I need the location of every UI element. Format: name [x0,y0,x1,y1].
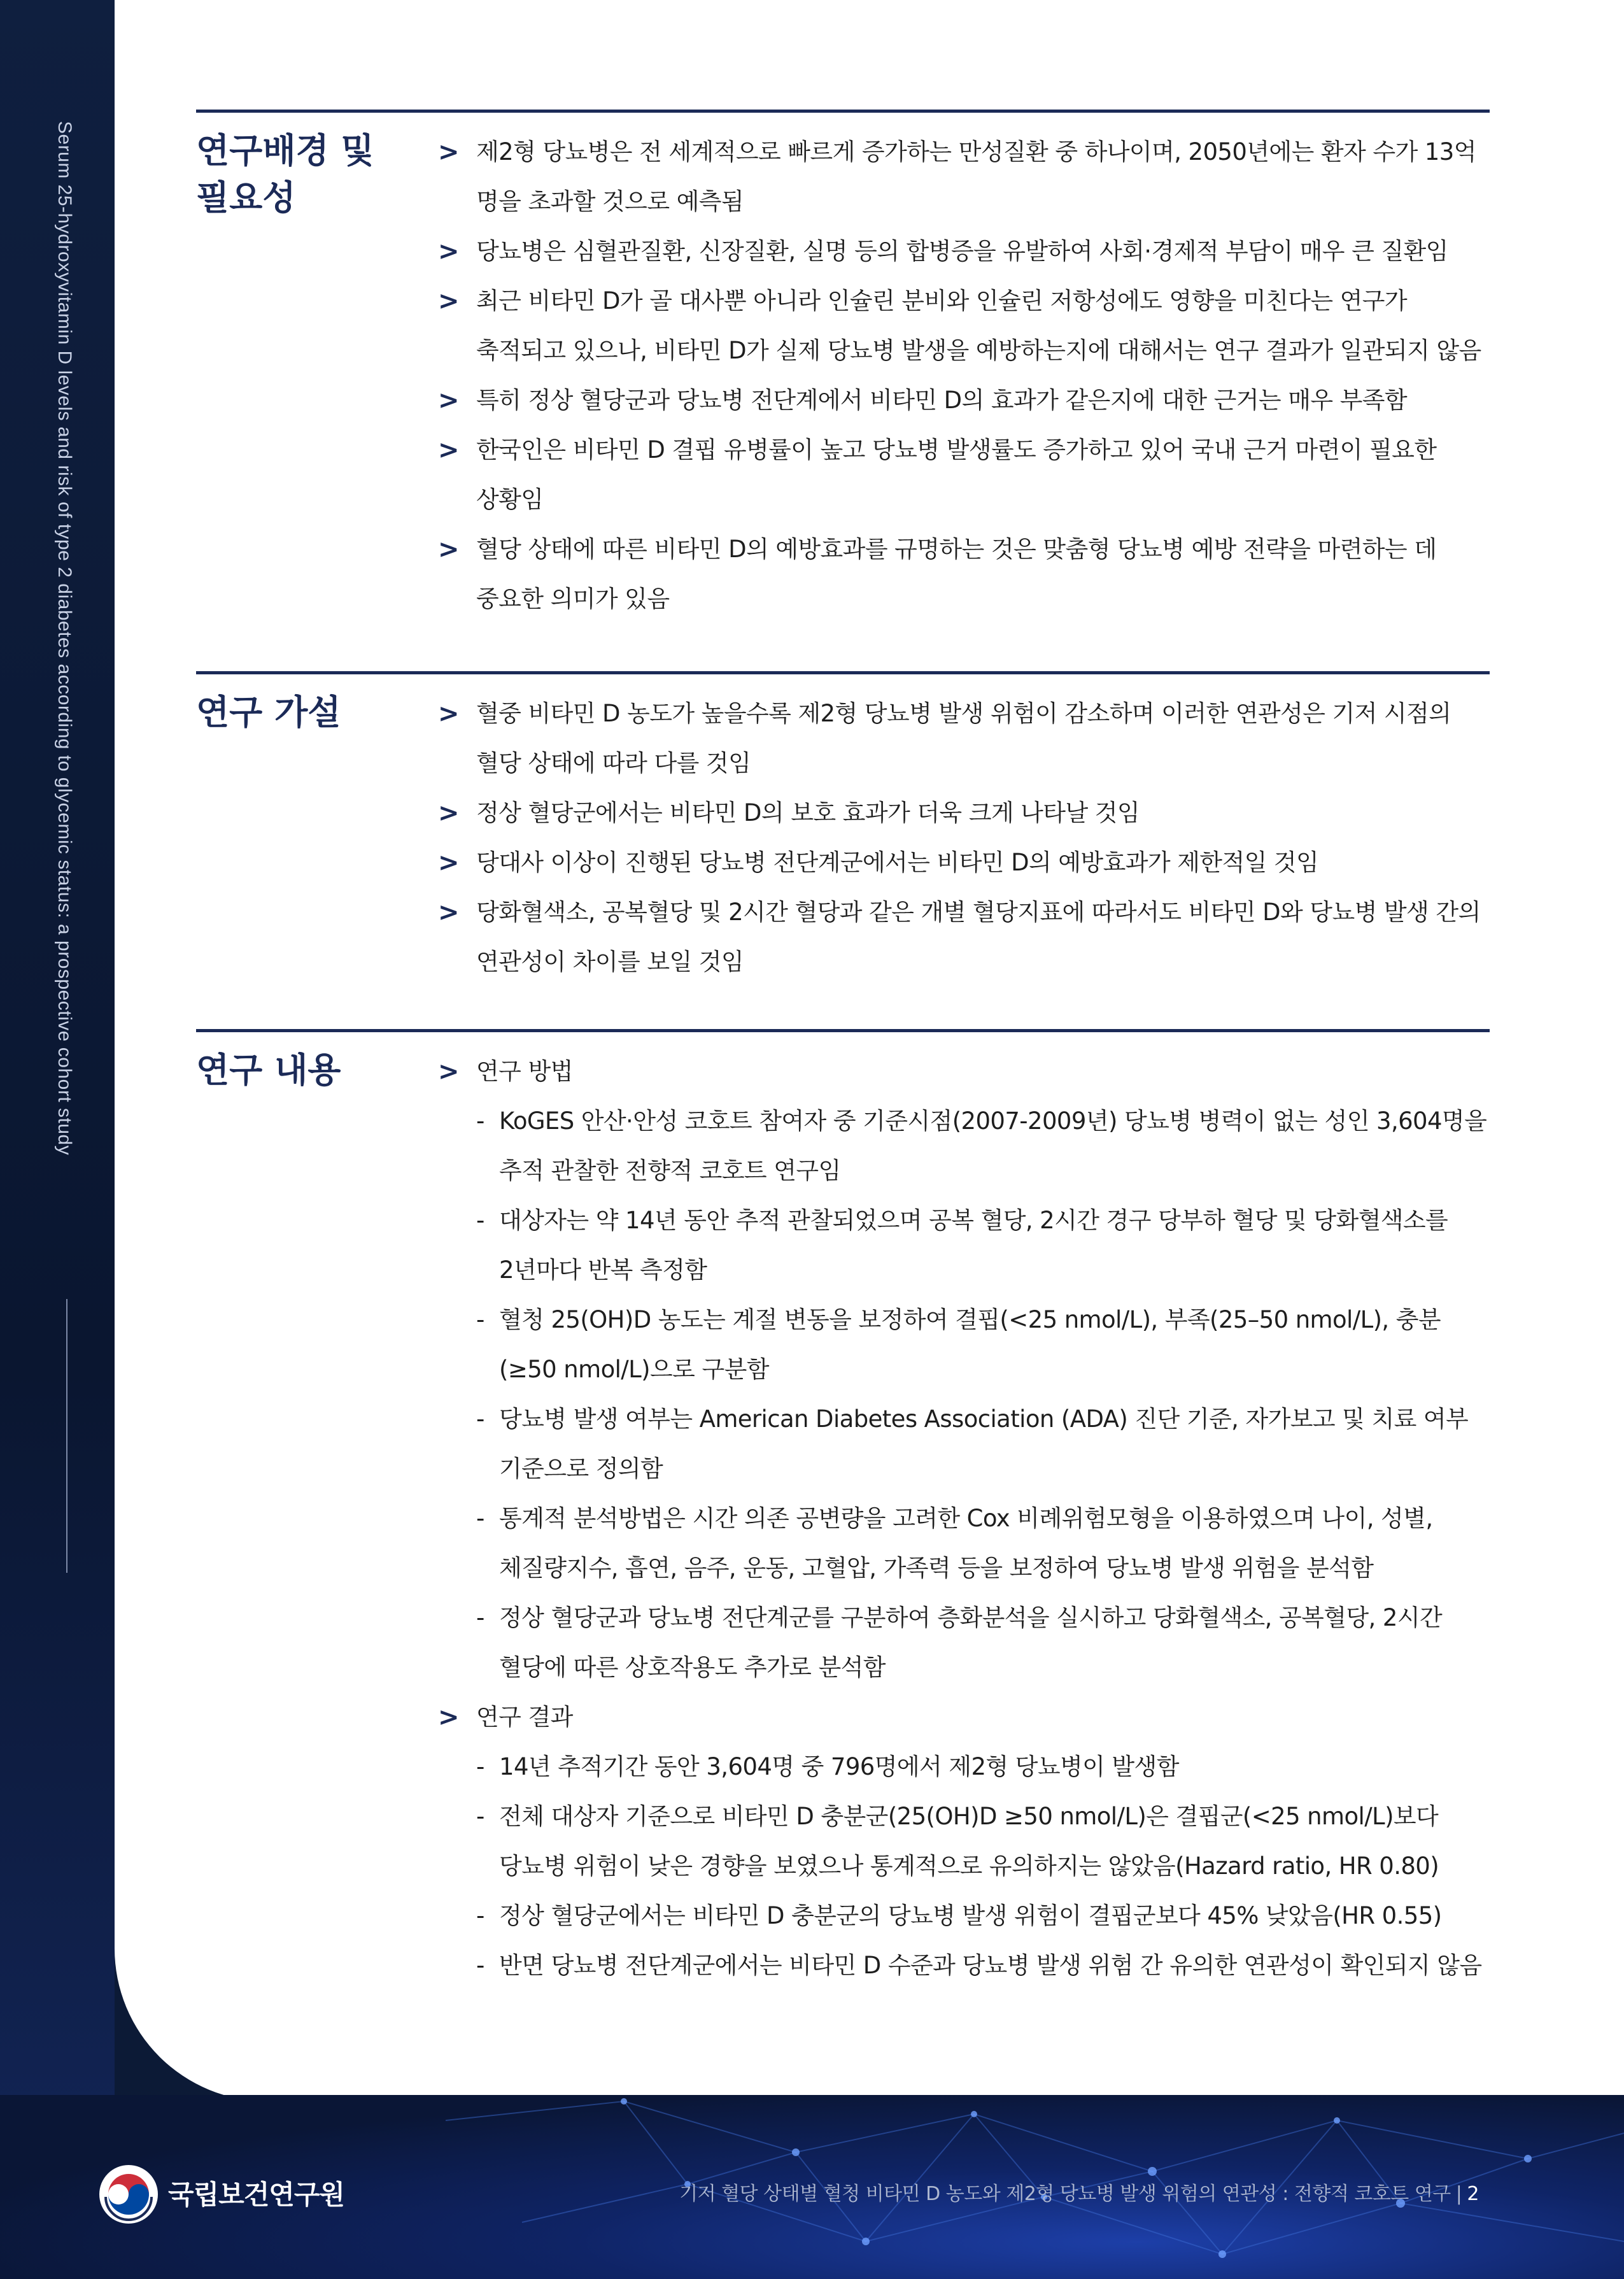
dash-icon: - [476,1107,484,1135]
chevron-right-icon: > [438,848,459,877]
sub-list-item [438,1395,1490,1494]
sub-list-item-text: 당뇨병 발생 여부는 American Diabetes Association (ADA) 진단 기준, 자가보고 및 치료 여부 기준으로 정의함 [499,1405,1469,1482]
sub-list-item-text: 통계적 분석방법은 시간 의존 공변량을 고려한 Cox 비례위험모형을 이용하였으며 나이, 성별, 체질량지수, 흡연, 음주, 운동, 고혈압, 가족력 등을 보정하여 당뇨병 발생 위험을 분석함 [499,1505,1433,1582]
dash-icon: - [476,1306,484,1333]
list-item [438,689,1490,788]
list-item-text: 혈중 비타민 D 농도가 높을수록 제2형 당뇨병 발생 위험이 감소하며 이러한 연관성은 기저 시점의 혈당 상태에 따라 다를 것임 [476,700,1451,777]
group-heading-text: 연구 결과 [476,1703,573,1731]
list-item-text: 당뇨병은 심혈관질환, 신장질환, 실명 등의 합병증을 유발하여 사회·경제적 부담이 매우 큰 질환임 [476,238,1448,265]
org-name: 국립보건연구원 [168,2179,345,2210]
sub-list-item [438,1891,1490,1941]
org-logo [99,2165,158,2224]
list-item-text: 당화혈색소, 공복혈당 및 2시간 혈당과 같은 개별 혈당지표에 따라서도 비타민 D와 당뇨병 발생 간의 연관성이 차이를 보일 것임 [476,898,1481,976]
sub-list-item-text: 반면 당뇨병 전단계군에서는 비타민 D 수준과 당뇨병 발생 위험 간 유의한 연관성이 확인되지 않음 [499,1952,1482,1979]
sub-list-item-text: 전체 대상자 기준으로 비타민 D 충분군(25(OH)D ≥50 nmol/L)은 결핍군(<25 nmol/L)보다 당뇨병 위험이 낮은 경향을 보였으나 통계적으로 유의하지는 않았음(Hazard ratio, HR 0.80) [499,1803,1439,1880]
dash-icon: - [476,1405,484,1433]
section-title-hypothesis [196,689,425,736]
list-item-text: 최근 비타민 D가 골 대사뿐 아니라 인슐린 분비와 인슐린 저항성에도 영향을 미친다는 연구가 축적되고 있으나, 비타민 D가 실제 당뇨병 발생을 예방하는지에 대해서는 연구 결과가 일관되지 않음 [476,287,1481,364]
list-item-text: 특히 정상 혈당군과 당뇨병 전단계에서 비타민 D의 효과가 같은지에 대한 근거는 매우 부족함 [476,387,1408,414]
content-items [438,1047,1490,1991]
group-heading-methods [438,1047,1490,1097]
chevron-right-icon: > [438,386,459,415]
hypothesis-items [438,689,1490,987]
sub-list-item-text: 대상자는 약 14년 동안 추적 관찰되었으며 공복 혈당, 2시간 경구 당부하 혈당 및 당화혈색소를 2년마다 반복 측정함 [499,1207,1448,1284]
list-item [438,525,1490,624]
list-item-text: 정상 혈당군에서는 비타민 D의 보호 효과가 더욱 크게 나타날 것임 [476,799,1140,827]
footer-caption [679,2178,1479,2206]
list-item-text: 한국인은 비타민 D 결핍 유병률이 높고 당뇨병 발생률도 증가하고 있어 국내 근거 마련이 필요한 상황임 [476,436,1437,513]
sidebar-divider [66,1299,67,1573]
section-rule-background [196,110,1490,113]
sub-list-item [438,1097,1490,1196]
dash-icon: - [476,1952,484,1979]
list-item-text: 혈당 상태에 따른 비타민 D의 예방효과를 규명하는 것은 맞춤형 당뇨병 예방 전략을 마련하는 데 중요한 의미가 있음 [476,536,1437,613]
list-item [438,788,1490,838]
sidebar-vertical-title: Serum 25-hydroxyvitamin D levels and risk of type 2 diabetes according to glycemic status: a prospective cohort study [54,121,75,1156]
background-items [438,127,1490,624]
section-title-background [196,127,425,222]
sub-list-item [438,1742,1490,1792]
sub-list-item [438,1593,1490,1693]
chevron-right-icon: > [438,535,459,564]
list-item [438,127,1490,227]
chevron-right-icon: > [438,1703,459,1732]
dash-icon: - [476,1505,484,1532]
chevron-right-icon: > [438,138,459,167]
chevron-right-icon: > [438,436,459,465]
sub-list-item [438,1941,1490,1991]
list-item-text: 제2형 당뇨병은 전 세계적으로 빠르게 증가하는 만성질환 중 하나이며, 2050년에는 환자 수가 13억 명을 초과할 것으로 예측됨 [476,138,1476,215]
dash-icon: - [476,1604,484,1631]
dash-icon: - [476,1753,484,1780]
chevron-right-icon: > [438,799,459,828]
section-title-text: 연구 가설 [196,692,341,732]
section-rule-hypothesis [196,671,1490,674]
section-title-content [196,1047,425,1094]
list-item [438,376,1490,425]
dash-icon: - [476,1902,484,1929]
page-number: 2 [1467,2183,1479,2205]
dash-icon: - [476,1207,484,1234]
list-item [438,227,1490,276]
sub-list-item [438,1494,1490,1593]
chevron-right-icon: > [438,898,459,927]
list-item [438,838,1490,888]
list-item [438,425,1490,525]
list-item [438,276,1490,376]
section-title-text: 연구배경 및 필요성 [196,131,374,218]
sub-list-item-text: 정상 혈당군에서는 비타민 D 충분군의 당뇨병 발생 위험이 결핍군보다 45% 낮았음(HR 0.55) [499,1902,1442,1929]
list-item [438,888,1490,987]
list-item-text: 당대사 이상이 진행된 당뇨병 전단계군에서는 비타민 D의 예방효과가 제한적일 것임 [476,849,1319,876]
footer-caption-text: 기저 혈당 상태별 혈청 비타민 D 농도와 제2형 당뇨병 발생 위험의 연관성 : 전향적 코호트 연구 [679,2183,1451,2205]
chevron-right-icon: > [438,699,459,728]
dash-icon: - [476,1803,484,1830]
group-heading-results [438,1693,1490,1742]
chevron-right-icon: > [438,237,459,266]
taegeuk-logo-icon [99,2165,158,2224]
section-title-text: 연구 내용 [196,1050,341,1090]
chevron-right-icon: > [438,1057,459,1086]
sub-list-item-text: 14년 추적기간 동안 3,604명 중 796명에서 제2형 당뇨병이 발생함 [499,1753,1179,1780]
sub-list-item [438,1295,1490,1395]
sub-list-item [438,1196,1490,1295]
group-heading-text: 연구 방법 [476,1058,573,1085]
sub-list-item-text: 혈청 25(OH)D 농도는 계절 변동을 보정하여 결핍(<25 nmol/L), 부족(25–50 nmol/L), 충분(≥50 nmol/L)으로 구분함 [499,1306,1441,1383]
sub-list-item [438,1792,1490,1891]
sub-list-item-text: KoGES 안산·안성 코호트 참여자 중 기준시점(2007-2009년) 당뇨병 병력이 없는 성인 3,604명을 추적 관찰한 전향적 코호트 연구임 [499,1107,1487,1184]
sub-list-item-text: 정상 혈당군과 당뇨병 전단계군를 구분하여 층화분석을 실시하고 당화혈색소, 공복혈당, 2시간 혈당에 따른 상호작용도 추가로 분석함 [499,1604,1443,1681]
page-separator: | [1455,2183,1462,2205]
section-rule-content [196,1029,1490,1032]
chevron-right-icon: > [438,287,459,316]
